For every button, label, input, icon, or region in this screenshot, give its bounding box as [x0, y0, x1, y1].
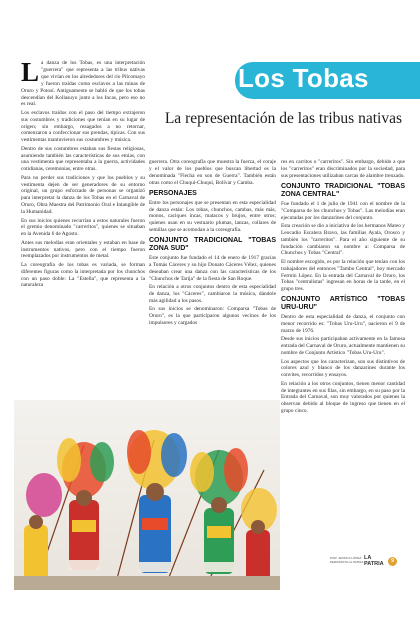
page-number-badge: 9	[388, 557, 397, 566]
paragraph: La coreografía de los tobas es variada, se forman diferentes figuras como la interpretada por los chunchos con un paso doble: La "Estella", que representa a la naturaleza	[21, 261, 145, 289]
paragraph: Fue fundado el 1 de julio de 1941 con el nombre de la "Comparsa de los chunchos y Tobas". Las melodías eran ejecutadas por los danzarines del conjunto.	[281, 200, 405, 221]
paragraph: Los aspectos que los caracterizan, son sus distintivos de colores azul y blanco de los danzarines durante los convites, recorridos y ensayos.	[281, 358, 405, 379]
section-heading-zona-central: CONJUNTO TRADICIONAL "TOBAS ZONA CENTRAL"	[281, 182, 405, 198]
paragraph: Dentro de esta especialidad de danza, el conjunto con menor recorrido es: "Tobas Uru-Uru", nacieron el 9 de marzo de 1976.	[281, 314, 405, 335]
paragraph: Este conjunto fue fundado el 14 de enero de 1917 gracias a Tomás Cáceres y su hijo Donato Cáceres Vélez, quienes deseaban crear una danza con las características de los "Chunchos de Tarija" de la fiesta de San Roque.	[149, 255, 276, 282]
paragraph: Para no perder sus tradiciones y que los pueblos y su vestimenta dejen de ser generadores de su entorno original, un grupo esforzado de personas se organizó para interpretar la danza de los Tobas en el Carnaval de Oruro, Obra Maestra del Patrimonio Oral e Intangible de la Humanidad.	[21, 174, 145, 216]
paragraph: Antes sus melodías eran orientales y estaban en base de instrumentos nativos, pero con el tiempo fueron reemplazados por instrumentos de metal.	[21, 239, 145, 260]
drop-cap: L	[21, 57, 40, 87]
section-heading-uru-uru: CONJUNTO ARTÍSTICO "TOBAS URU-URU"	[281, 296, 405, 312]
left-column	[21, 57, 145, 291]
paragraph: En relación a otros conjuntos dentro de esta especialidad de danza, los "Cáceres", cambiaron la música, dándole más agilidad a los pasos.	[149, 284, 276, 304]
paragraph: Desde sus inicios participaban activamente en la famosa entrada del Carnaval de Oruro, actualmente mantienen su nombre de Conjunto Artístico "Tobas Uru-Uru".	[281, 336, 405, 357]
paragraph: res en carritos o "carreritos". Sin embargo, debido a que los "carreritos" eran discriminados por la sociedad, para sus presentaciones utilizaban carcas de alambre trenzado.	[281, 159, 405, 179]
newspaper-logo: LA PATRIA	[364, 555, 384, 567]
author-credit: POR: JESSICA LÓPEZ PERIODISTA LA PATRIA	[330, 556, 364, 564]
right-column	[281, 159, 405, 417]
paragraph: La danza de los Tobas, es una interpretación "guerrera" que representa a las tribus nativas que vivían en los alrededores del río Pilcomayo y fueron traídas como esclavos a las minas de Oruro y Potosí. Antiguamente se habló de que los tobas descendían del Kollasuyo junto a los Incas, pero eso no es real.	[21, 57, 145, 108]
paragraph: En relación a los otros conjuntos, tienen menor cantidad de integrantes en sus filas, sin embargo, en su paso por la Entrada del Carnaval, son muy valorados por quienes la observan debido al bloque de ingreso que tienen en el grupo cinco.	[281, 380, 405, 415]
page-title: Los Tobas	[238, 63, 369, 93]
dancers-photo	[14, 400, 280, 590]
page-subtitle: La representación de las tribus nativas	[164, 110, 402, 127]
paragraph: En sus inicios se denominaron: Comparsa "Tobas de Oruro", es la que participaron algunos vecinos de los impulsores y cargados	[149, 306, 276, 327]
section-heading-zona-sud: CONJUNTO TRADICIONAL "TOBAS ZONA SUD"	[149, 237, 276, 253]
paragraph: Entre los personajes que se presentan en esta especialidad de danza están: Los tobas, chunchos, cambas, más más, monos, caciques incas, matacos y brujos, entre otros; quienes usan en su vestuario plumas, lanzas, collares de semillas que se acomodan a la coreografía.	[149, 199, 276, 234]
paragraph: Dentro de sus costumbres estaban sus fiestas religiosas, asumiendo también las características de sus etnias, con una vestimenta que representaba a la guerra, actividades cotidianas, ceremonias, entre otras.	[21, 145, 145, 173]
paragraph: El nombre escogido, es por la relación que tenían con los trabajadores del entonces "Tambo Central", hoy mercado Fermín López. En la entrada del Carnaval de Oruro, los Tobas "centralistas" ingresan en horas de la tarde, en el grupo tres.	[281, 258, 405, 293]
paragraph: Los esclavos traídos con el paso del tiempo extrajeron sus costumbres y tradiciones que tenían en su lugar de origen; sin embargo, rezagados a no retornar, comenzaron a confeccionar sus prendas, típicas. Con sus vestimentas mantuvieron sus costumbres y música.	[21, 109, 145, 144]
section-heading-personajes: PERSONAJES	[149, 189, 197, 197]
middle-column	[149, 159, 276, 328]
paragraph: En sus inicios quienes recurrían a estos naturales fueron el gremio denominado "carreritos", quienes se situaban en la Avenida 6 de Agosto.	[21, 217, 145, 238]
paragraph: guerrera. Otra coreografía que muestra la fuerza, el coraje y el valor de los pueblos que buscan libertad es la denominada "Flecha en son de Guerra". También están otras como el Chuqui-Chuqui, Bolívar y Camba.	[149, 159, 276, 186]
paragraph: Esta creación se dio a iniciativa de los hermanos Mateo y Leocadio Escalera Bravo, las familias Ayala, Orosco y también los "carreritos". Para el año siguiente de su fundación cambiaron su nombre a: Comparsa de Chunchos y Tobas "Central".	[281, 222, 405, 257]
